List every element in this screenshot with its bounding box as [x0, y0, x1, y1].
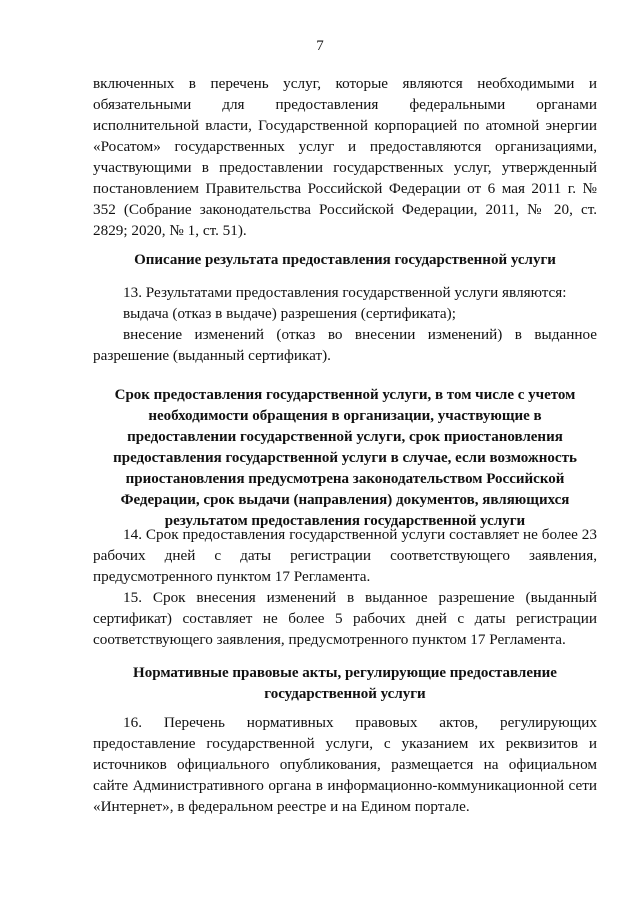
section-term-heading: Срок предоставления государственной услуги, в том числе с учетом необходимости обращения в организации, участвующие в предоставлении государственной услуги, срок приостановления предоставления государственной услуги в случае, если возможность приостановления предусмотрена законодательством Российской Федерации, срок выдачи (направления) документов, являющихся результатом предоставления государственной услуги: [113, 387, 577, 529]
section-result-body: [93, 282, 597, 366]
page-number: 7: [316, 38, 324, 54]
section-acts-body: [93, 712, 597, 817]
result-item-2: внесение изменений (отказ во внесении изменений) в выданное разрешение (выданный сертификат).: [93, 326, 597, 364]
result-item-1: выдача (отказ в выдаче) разрешения (сертификата);: [123, 305, 456, 322]
section-result: [93, 250, 597, 271]
paragraph-13: 13. Результатами предоставления государственной услуги являются:: [123, 284, 567, 301]
intro-block: [93, 73, 597, 241]
section-result-heading: Описание результата предоставления государственной услуги: [134, 252, 556, 268]
paragraph-16: 16. Перечень нормативных правовых актов, регулирующих предоставление государственной услуги, с указанием их реквизитов и источников официального опубликования, размещается на официальном сайте Административного органа в информационно-коммуникационной сети «Интернет», в федеральном реестре и на Едином портале.: [93, 714, 597, 815]
section-term-body: [93, 524, 597, 650]
paragraph-15: 15. Срок внесения изменений в выданное разрешение (выданный сертификат) составляет не более 5 рабочих дней с даты регистрации соответствующего заявления, предусмотренного пунктом 17 Регламента.: [93, 589, 597, 648]
section-acts: [113, 663, 577, 705]
section-term: [103, 385, 587, 532]
paragraph-14: 14. Срок предоставления государственной услуги составляет не более 23 рабочих дней с даты регистрации соответствующего заявления, предусмотренного пунктом 17 Регламента.: [93, 526, 597, 585]
intro-paragraph: включенных в перечень услуг, которые являются необходимыми и обязательными для предоставления федеральными органами исполнительной власти, Государственной корпорацией по атомной энергии «Росатом» государственных услуг и предоставляются организациями, участвующими в предоставлении государственных услуг, утвержденный постановлением Правительства Российской Федерации от 6 мая 2011 г. № 352 (Собрание законодательства Российской Федерации, 2011, № 20, ст. 2829; 2020, № 1, ст. 51).: [93, 75, 597, 239]
section-acts-heading: Нормативные правовые акты, регулирующие предоставление государственной услуги: [133, 665, 557, 702]
